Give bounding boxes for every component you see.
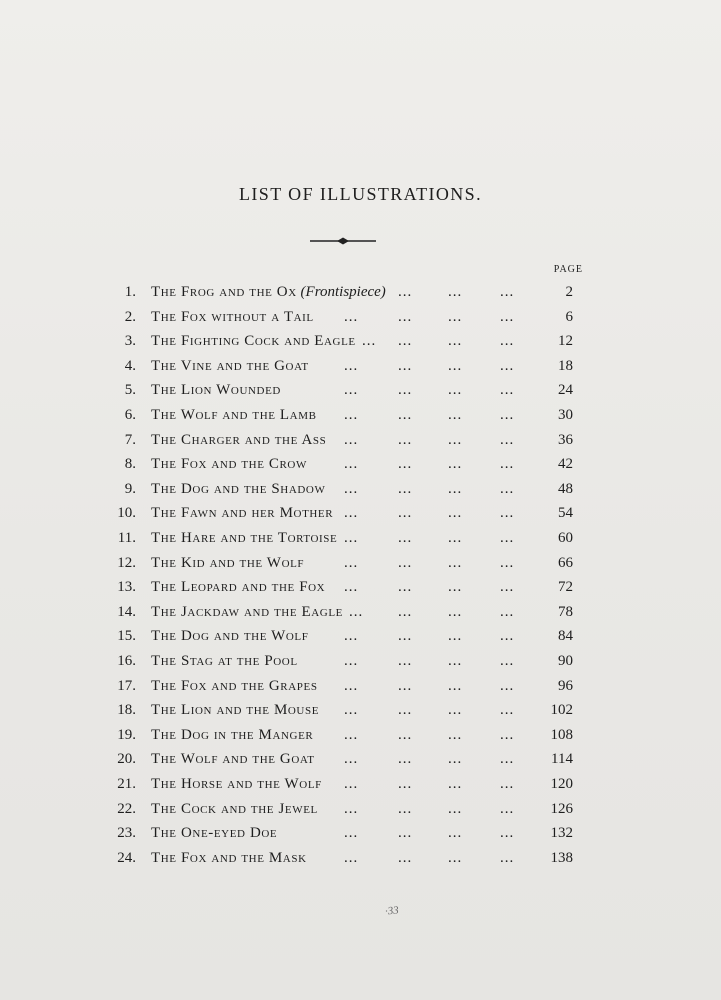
leader-dots: ... (500, 653, 515, 669)
item-page-number: 60 (558, 530, 573, 546)
item-page-number: 24 (558, 382, 573, 399)
item-title (151, 501, 333, 525)
leader-dots: ... (398, 284, 413, 300)
leader-dots: ... (398, 530, 413, 546)
leader-dots: ... (448, 456, 463, 473)
item-number: 5. (124, 382, 136, 399)
item-number: 18. (117, 702, 136, 719)
item-title (151, 674, 318, 698)
list-item (0, 551, 721, 575)
item-title (151, 821, 277, 845)
leader-dots: ... (448, 751, 463, 768)
item-page-number: 120 (550, 776, 573, 792)
leader-dots: ... (500, 456, 515, 473)
leader-dots: ... (448, 825, 463, 842)
item-title-text: The Fox and the Crow (151, 456, 307, 473)
item-number: 6. (124, 407, 136, 423)
item-number: 13. (117, 579, 136, 596)
item-title (151, 600, 343, 624)
item-number: 23. (117, 825, 136, 842)
leader-dots: ... (344, 726, 359, 743)
leader-dots: ... (398, 357, 413, 374)
item-page-number: 114 (551, 751, 573, 768)
item-number: 21. (117, 776, 136, 792)
item-note: (Frontispiece) (300, 284, 386, 300)
item-title-text: The Leopard and the Fox (151, 579, 326, 596)
item-number: 4. (124, 357, 136, 374)
leader-dots: ... (448, 776, 463, 792)
leader-dots: ... (344, 702, 359, 719)
leader-dots: ... (398, 505, 413, 522)
leader-dots: ... (448, 357, 463, 374)
item-title-text: The Fox and the Mask (151, 849, 307, 866)
item-title (151, 526, 337, 550)
item-number: 3. (124, 333, 136, 350)
item-title-text: The Lion and the Mouse (151, 702, 320, 719)
item-page-number: 36 (558, 431, 573, 448)
leader-dots: ... (398, 431, 413, 448)
item-page-number: 132 (550, 825, 573, 842)
leader-dots: ... (500, 382, 515, 399)
leader-dots: ... (448, 677, 463, 694)
list-item (0, 477, 721, 501)
item-number: 2. (124, 308, 136, 325)
item-number: 14. (117, 603, 136, 620)
leader-dots: ... (344, 653, 359, 669)
leader-dots: ... (500, 702, 515, 719)
leader-dots: ... (398, 702, 413, 719)
leader-dots: ... (398, 653, 413, 669)
list-item (0, 846, 721, 870)
leader-dots: ... (448, 530, 463, 546)
list-item (0, 305, 721, 329)
item-title (151, 354, 309, 378)
leader-dots: ... (500, 677, 515, 694)
leader-dots: ... (448, 308, 463, 325)
list-item (0, 378, 721, 402)
item-page-number: 72 (558, 579, 573, 596)
leader-dots: ... (344, 677, 359, 694)
leader-dots: ... (398, 333, 413, 350)
item-title (151, 477, 325, 501)
rule-ornament-icon (310, 235, 376, 247)
item-page-number: 96 (558, 677, 573, 694)
page-column-header: PAGE (553, 264, 583, 275)
item-page-number: 138 (550, 849, 573, 866)
leader-dots: ... (500, 554, 515, 571)
leader-dots: ... (500, 800, 515, 817)
item-page-number: 108 (550, 726, 573, 743)
item-title-text: The One-eyed Doe (151, 825, 278, 842)
leader-dots: ... (500, 284, 515, 300)
item-number: 12. (117, 554, 136, 571)
leader-dots: ... (448, 407, 463, 423)
leader-dots: ... (398, 382, 413, 399)
item-page-number: 126 (550, 800, 573, 817)
leader-dots: ... (500, 407, 515, 423)
list-item (0, 698, 721, 722)
leader-dots: ... (500, 505, 515, 522)
item-number: 11. (117, 530, 136, 546)
item-title (151, 797, 318, 821)
leader-dots: ... (398, 726, 413, 743)
list-item (0, 624, 721, 648)
leader-dots: ... (448, 726, 463, 743)
item-title (151, 723, 313, 747)
leader-dots: ... (448, 382, 463, 399)
list-item (0, 600, 721, 624)
item-title-text: The Fighting Cock and Eagle (151, 333, 356, 350)
list-item (0, 354, 721, 378)
leader-dots: ... (448, 431, 463, 448)
leader-dots: ... (398, 456, 413, 473)
leader-dots: ... (344, 456, 359, 473)
item-title-text: The Stag at the Pool (151, 653, 298, 669)
item-title-text: The Dog in the Manger (151, 726, 314, 743)
leader-dots: ... (448, 628, 463, 645)
leader-dots: ... (500, 628, 515, 645)
leader-dots: ... (344, 505, 359, 522)
leader-dots: ... (362, 333, 377, 350)
item-title-text: The Lion Wounded (151, 382, 281, 399)
leader-dots: ... (344, 825, 359, 842)
leader-dots: ... (448, 579, 463, 596)
item-title-text: The Wolf and the Lamb (151, 407, 317, 423)
leader-dots: ... (448, 333, 463, 350)
item-number: 17. (117, 677, 136, 694)
list-item (0, 280, 721, 304)
leader-dots: ... (344, 431, 359, 448)
leader-dots: ... (398, 603, 413, 620)
item-number: 15. (117, 628, 136, 645)
item-number: 1. (124, 284, 136, 300)
item-title (151, 551, 304, 575)
leader-dots: ... (500, 776, 515, 792)
stray-pencil-mark: ·33 (384, 904, 400, 918)
leader-dots: ... (344, 530, 359, 546)
item-page-number: 90 (558, 653, 573, 669)
item-page-number: 54 (558, 505, 573, 522)
leader-dots: ... (398, 579, 413, 596)
leader-dots: ... (344, 554, 359, 571)
item-title (151, 698, 319, 722)
item-page-number: 18 (558, 357, 573, 374)
item-page-number: 42 (558, 456, 573, 473)
leader-dots: ... (398, 628, 413, 645)
item-number: 24. (117, 849, 136, 866)
leader-dots: ... (448, 653, 463, 669)
list-item (0, 428, 721, 452)
leader-dots: ... (500, 431, 515, 448)
item-number: 20. (117, 751, 136, 768)
leader-dots: ... (398, 825, 413, 842)
leader-dots: ... (448, 702, 463, 719)
leader-dots: ... (349, 603, 364, 620)
leader-dots: ... (398, 751, 413, 768)
list-item (0, 329, 721, 353)
item-page-number: 12 (558, 333, 573, 350)
leader-dots: ... (398, 554, 413, 571)
item-number: 19. (117, 726, 136, 743)
list-item (0, 723, 721, 747)
page-title: LIST OF ILLUSTRATIONS. (239, 184, 482, 204)
item-title-text: The Fox and the Grapes (151, 677, 318, 694)
list-item (0, 403, 721, 427)
leader-dots: ... (344, 480, 359, 497)
leader-dots: ... (344, 776, 359, 792)
item-title (151, 747, 315, 771)
list-item (0, 772, 721, 796)
leader-dots: ... (344, 800, 359, 817)
leader-dots: ... (448, 603, 463, 620)
leader-dots: ... (448, 284, 463, 300)
list-item (0, 501, 721, 525)
leader-dots: ... (500, 603, 515, 620)
leader-dots: ... (500, 530, 515, 546)
leader-dots: ... (448, 480, 463, 497)
item-number: 22. (117, 800, 136, 817)
item-page-number: 48 (558, 480, 573, 497)
item-title (151, 329, 356, 353)
item-page-number: 78 (558, 603, 573, 620)
leader-dots: ... (398, 800, 413, 817)
list-item (0, 797, 721, 821)
leader-dots: ... (500, 308, 515, 325)
list-item (0, 452, 721, 476)
leader-dots: ... (448, 554, 463, 571)
item-title (151, 403, 317, 427)
leader-dots: ... (344, 849, 359, 866)
leader-dots: ... (500, 825, 515, 842)
item-page-number: 6 (565, 308, 573, 325)
list-item (0, 649, 721, 673)
item-page-number: 102 (550, 702, 573, 719)
leader-dots: ... (398, 849, 413, 866)
leader-dots: ... (398, 776, 413, 792)
item-title-text: The Dog and the Shadow (151, 480, 326, 497)
leader-dots: ... (500, 849, 515, 866)
leader-dots: ... (398, 407, 413, 423)
leader-dots: ... (344, 628, 359, 645)
leader-dots: ... (500, 751, 515, 768)
item-title (151, 846, 307, 870)
item-title-text: The Cock and the Jewel (151, 800, 318, 817)
leader-dots: ... (344, 579, 359, 596)
item-number: 10. (117, 505, 136, 522)
leader-dots: ... (500, 480, 515, 497)
leader-dots: ... (500, 579, 515, 596)
leader-dots: ... (448, 505, 463, 522)
item-number: 9. (124, 480, 136, 497)
list-item (0, 674, 721, 698)
item-page-number: 30 (558, 407, 573, 423)
item-title (151, 305, 314, 329)
item-page-number: 66 (558, 554, 573, 571)
item-title (151, 280, 386, 304)
item-title (151, 575, 325, 599)
list-item (0, 575, 721, 599)
item-page-number: 84 (558, 628, 573, 645)
leader-dots: ... (500, 333, 515, 350)
leader-dots: ... (398, 480, 413, 497)
list-item (0, 821, 721, 845)
item-number: 16. (117, 653, 136, 669)
item-title (151, 428, 326, 452)
leader-dots: ... (398, 677, 413, 694)
item-title-text: The Kid and the Wolf (151, 554, 305, 571)
list-item (0, 526, 721, 550)
item-title-text: The Dog and the Wolf (151, 628, 309, 645)
leader-dots: ... (448, 800, 463, 817)
item-page-number: 2 (565, 284, 573, 300)
leader-dots: ... (344, 751, 359, 768)
item-number: 8. (124, 456, 136, 473)
item-title-text: The Frog and the Ox (151, 284, 297, 300)
item-title-text: The Vine and the Goat (151, 357, 309, 374)
leader-dots: ... (500, 357, 515, 374)
item-title-text: The Charger and the Ass (151, 431, 327, 448)
item-title-text: The Fox without a Tail (151, 308, 314, 325)
list-item (0, 747, 721, 771)
item-title-text: The Horse and the Wolf (151, 776, 322, 792)
leader-dots: ... (344, 357, 359, 374)
item-title (151, 772, 322, 796)
item-title-text: The Wolf and the Goat (151, 751, 315, 768)
item-number: 7. (124, 431, 136, 448)
item-title (151, 649, 298, 673)
leader-dots: ... (344, 308, 359, 325)
leader-dots: ... (448, 849, 463, 866)
leader-dots: ... (344, 382, 359, 399)
item-title-text: The Fawn and her Mother (151, 505, 334, 522)
leader-dots: ... (500, 726, 515, 743)
item-title (151, 378, 281, 402)
item-title (151, 624, 308, 648)
item-title-text: The Jackdaw and the Eagle (151, 603, 343, 620)
item-title (151, 452, 307, 476)
item-title-text: The Hare and the Tortoise (151, 530, 338, 546)
leader-dots: ... (398, 308, 413, 325)
leader-dots: ... (344, 407, 359, 423)
